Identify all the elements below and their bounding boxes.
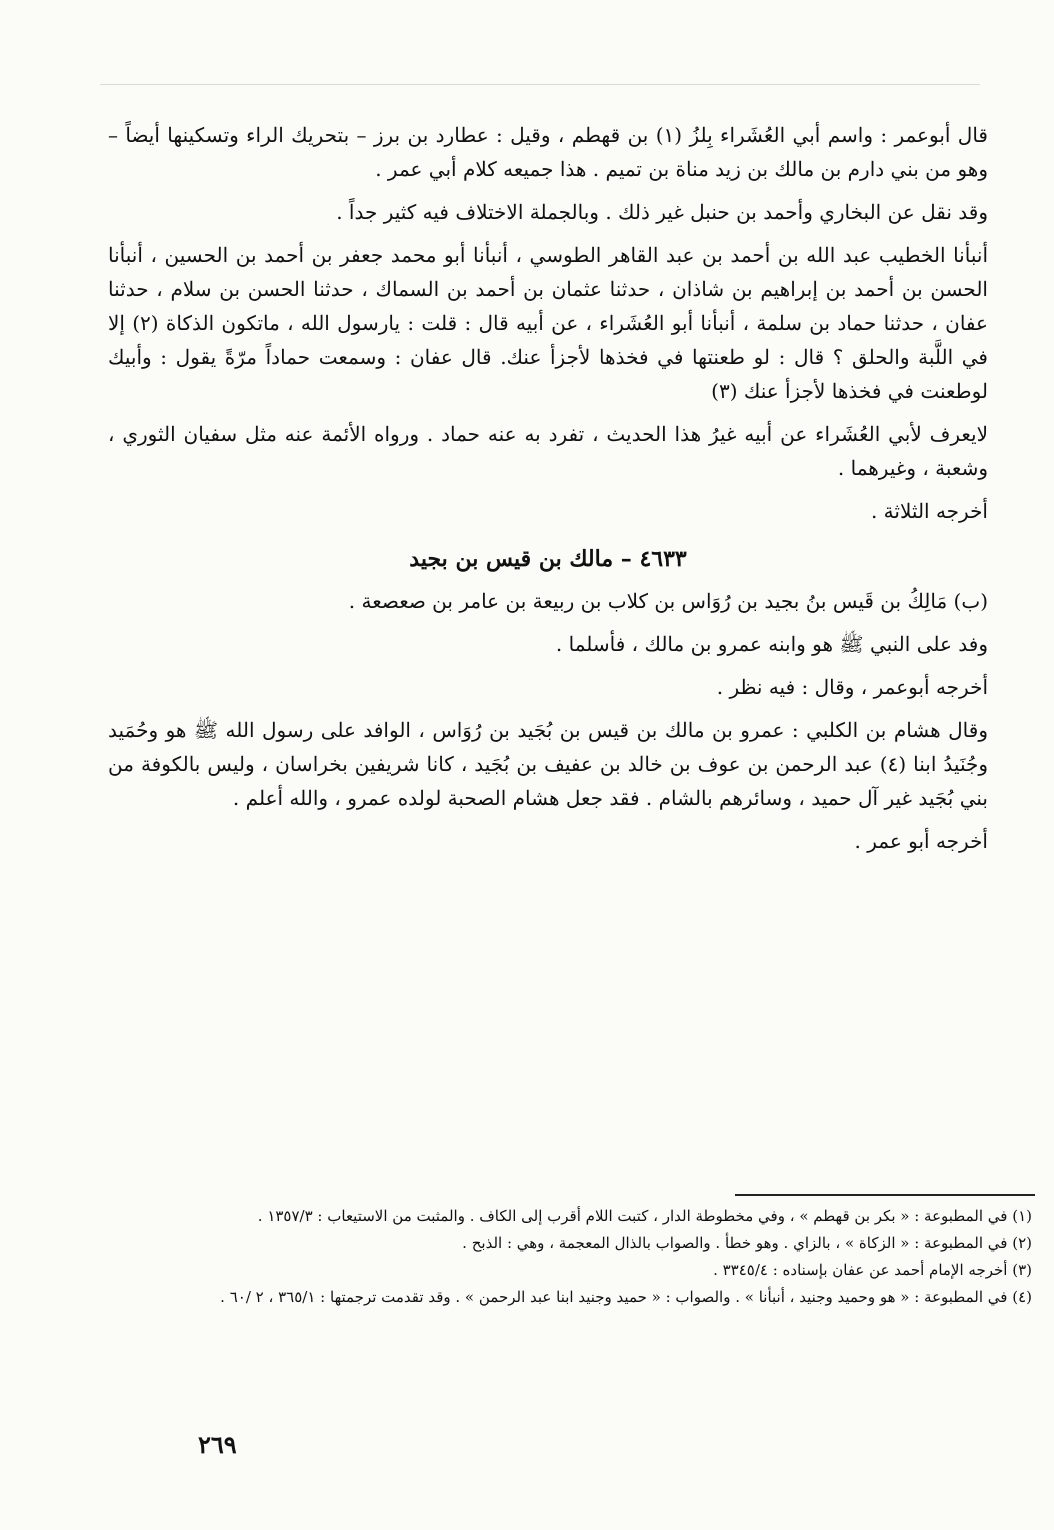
footnote-2: (٢) في المطبوعة : « الزكاة » ، بالزاي . وهو خطأ . والصواب بالذال المعجمة ، وهي : الذبح .	[462, 1234, 1032, 1252]
page-number: ٢٦٩	[198, 1430, 237, 1459]
main-text	[108, 118, 988, 867]
entry-paragraph-4: وقال هشام بن الكلبي : عمرو بن مالك بن قيس بن بُجَيد بن رُوَاس ، الوافد على رسول الله ﷺ هو وحُمَيد وجُنَيدُ ابنا (٤) عبد الرحمن بن عوف بن خالد بن عفيف بن بُجَيد ، كانا شريفين بخراسان ، وليس بالكوفة من بني بُجَيد غير آل حميد ، وسائرهم بالشام . فقد جعل هشام الصحبة لولده عمرو ، والله أعلم .	[108, 718, 989, 810]
footnotes	[112, 1205, 1032, 1313]
footnote-3: (٣) أخرجه الإمام أحمد عن عفان بإسناده : ٣٣٤٥/٤ .	[713, 1261, 1032, 1279]
entry-paragraph-2: وفد على النبي ﷺ هو وابنه عمرو بن مالك ، فأسلما .	[555, 632, 988, 656]
entry-paragraph-3: أخرجه أبوعمر ، وقال : فيه نظر .	[716, 675, 988, 699]
paragraph-4: لايعرف لأبي العُشَراء عن أبيه غيرُ هذا الحديث ، تفرد به عنه حماد . ورواه الأئمة عنه مثل سفيان الثوري ، وشعبة ، وغيرهما .	[108, 422, 988, 480]
footnote-1: (١) في المطبوعة : « بكر بن قهطم » ، وفي مخطوطة الدار ، كتبت اللام أقرب إلى الكاف . والمثبت من الاستيعاب : ١٣٥٧/٣ .	[257, 1207, 1032, 1225]
paragraph-2: وقد نقل عن البخاري وأحمد بن حنبل غير ذلك . وبالجملة الاختلاف فيه كثير جداً .	[336, 200, 988, 224]
paragraph-1: قال أبوعمر : واسم أبي العُشَراء بِلزُ (١) بن قهطم ، وقيل : عطارد بن برز – بتحريك الراء وتسكينها أيضاً – وهو من بني دارم بن مالك بن زيد مناة بن تميم . هذا جميعه كلام أبي عمر .	[108, 123, 988, 181]
entry-paragraph-5: أخرجه أبو عمر .	[854, 829, 988, 853]
entry-heading: ٤٦٣٣ – مالك بن قيس بن بجيد	[409, 546, 687, 572]
paragraph-5: أخرجه الثلاثة .	[870, 499, 988, 523]
footnote-4: (٤) في المطبوعة : « هو وحميد وجنيد ، أنبأنا » . والصواب : « حميد وجنيد ابنا عبد الرحمن » . وقد تقدمت ترجمتها : ٣٦٥/١ ، ٢ /٦٠ .	[220, 1288, 1032, 1306]
paragraph-3: أنبأنا الخطيب عبد الله بن أحمد بن عبد القاهر الطوسي ، أنبأنا أبو محمد جعفر بن أحمد بن الحسين ، أنبأنا الحسن بن أحمد بن إبراهيم بن شاذان ، حدثنا عثمان بن أحمد بن السماك ، حدثنا الحسن بن سلام ، حدثنا عفان ، حدثنا حماد بن سلمة ، أنبأنا أبو العُشَراء ، عن أبيه قال : قلت : يارسول الله ، ماتكون الذكاة (٢) إلا في اللَّبة والحلق ؟ قال : لو طعنتها في فخذها لأجزأ عنك. قال عفان : وسمعت حماداً مرّةً يقول : وأبيك لوطعنت في فخذها لأجزأ عنك (٣)	[108, 243, 988, 403]
top-rule	[100, 84, 980, 85]
footnote-separator	[735, 1194, 1035, 1196]
entry-paragraph-1: (ب) مَالِكُ بن قَيس بنُ بجيد بن رُوَاس بن كلاب بن ربيعة بن عامر بن صعصعة .	[348, 589, 988, 613]
